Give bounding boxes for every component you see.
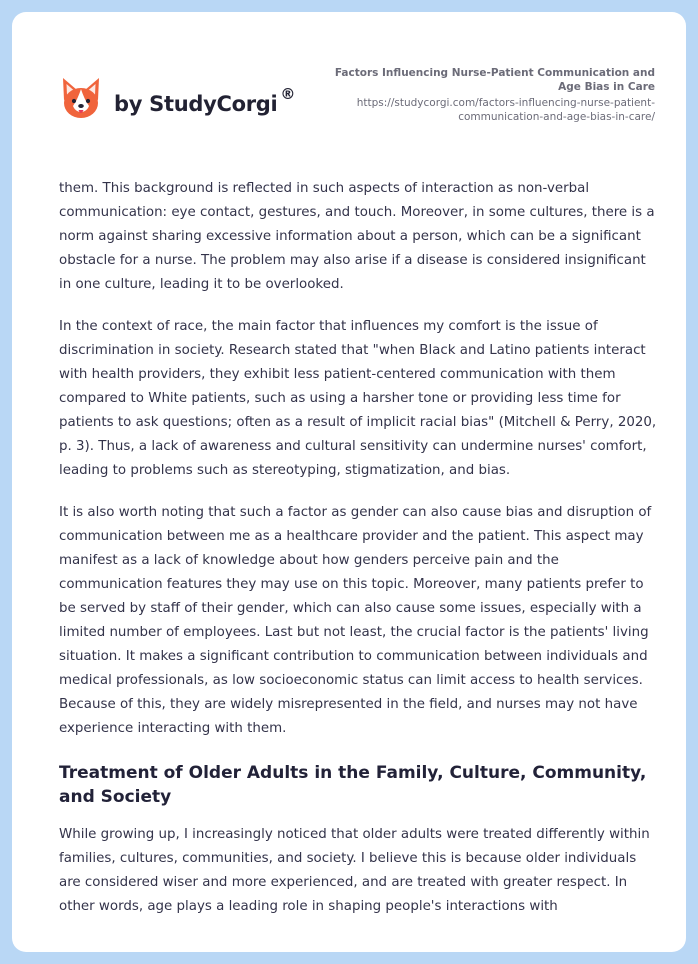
- corgi-icon: [60, 76, 102, 122]
- studycorgi-logo[interactable]: [60, 76, 295, 122]
- paragraph: them. This background is reflected in such aspects of interaction as non-verbal communication: eye contact, gestures, and touch. Moreover, in some cultures, there is a norm against sharing excessive information about a person, which can be a significant obstacle for a nurse. The problem may also arise if a disease is considered insignificant in one culture, leading it to be overlooked.: [59, 181, 655, 292]
- document-title: Factors Influencing Nurse-Patient Communication and Age Bias in Care: [334, 67, 655, 93]
- document-page: [12, 12, 686, 952]
- document-url[interactable]: https://studycorgi.com/factors-influencing-nurse-patient-communication-and-age-bias-in-care/: [356, 97, 655, 123]
- paragraph: It is also worth noting that such a factor as gender can also cause bias and disruption of communication between me as a healthcare provider and the patient. This aspect may manifest as a lack of knowledge about how genders perceive pain and the communication features they may use on this topic. Moreover, many patients prefer to be served by staff of their gender, which can also cause some issues, especially with a limited number of employees. Last but not least, the crucial factor is the patients' living situation. It makes a significant contribution to communication between individuals and medical professionals, as low socioeconomic status can limit access to health services. Because of this, they are widely misrepresented in the field, and nurses may not have experience interacting with them.: [59, 505, 652, 736]
- brand-name: [114, 84, 296, 116]
- section-heading: Treatment of Older Adults in the Family, Culture, Community, and Society: [59, 763, 647, 807]
- paragraph: While growing up, I increasingly noticed that older adults were treated differently within families, cultures, communities, and society. I believe this is because older individuals are considered wiser and more experienced, and are treated with greater respect. In other words, age plays a leading role in shaping people's interactions with: [59, 827, 650, 914]
- page-header: [12, 12, 686, 162]
- paragraph: In the context of race, the main factor that influences my comfort is the issue of discrimination in society. Research stated that "when Black and Latino patients interact with health providers, they exhibit less patient-centered communication with them compared to White patients, such as using a harsher tone or providing less time for patients to ask questions; often as a result of implicit racial bias" (Mitchell & Perry, 2020, p. 3). Thus, a lack of awareness and cultural sensitivity can undermine nurses' comfort, leading to problems such as stereotyping, stigmatization, and bias.: [59, 319, 657, 478]
- document-meta: [315, 66, 655, 124]
- brand-text: by StudyCorgi: [114, 91, 278, 116]
- registered-mark: ®: [280, 84, 296, 103]
- document-body: [59, 177, 659, 937]
